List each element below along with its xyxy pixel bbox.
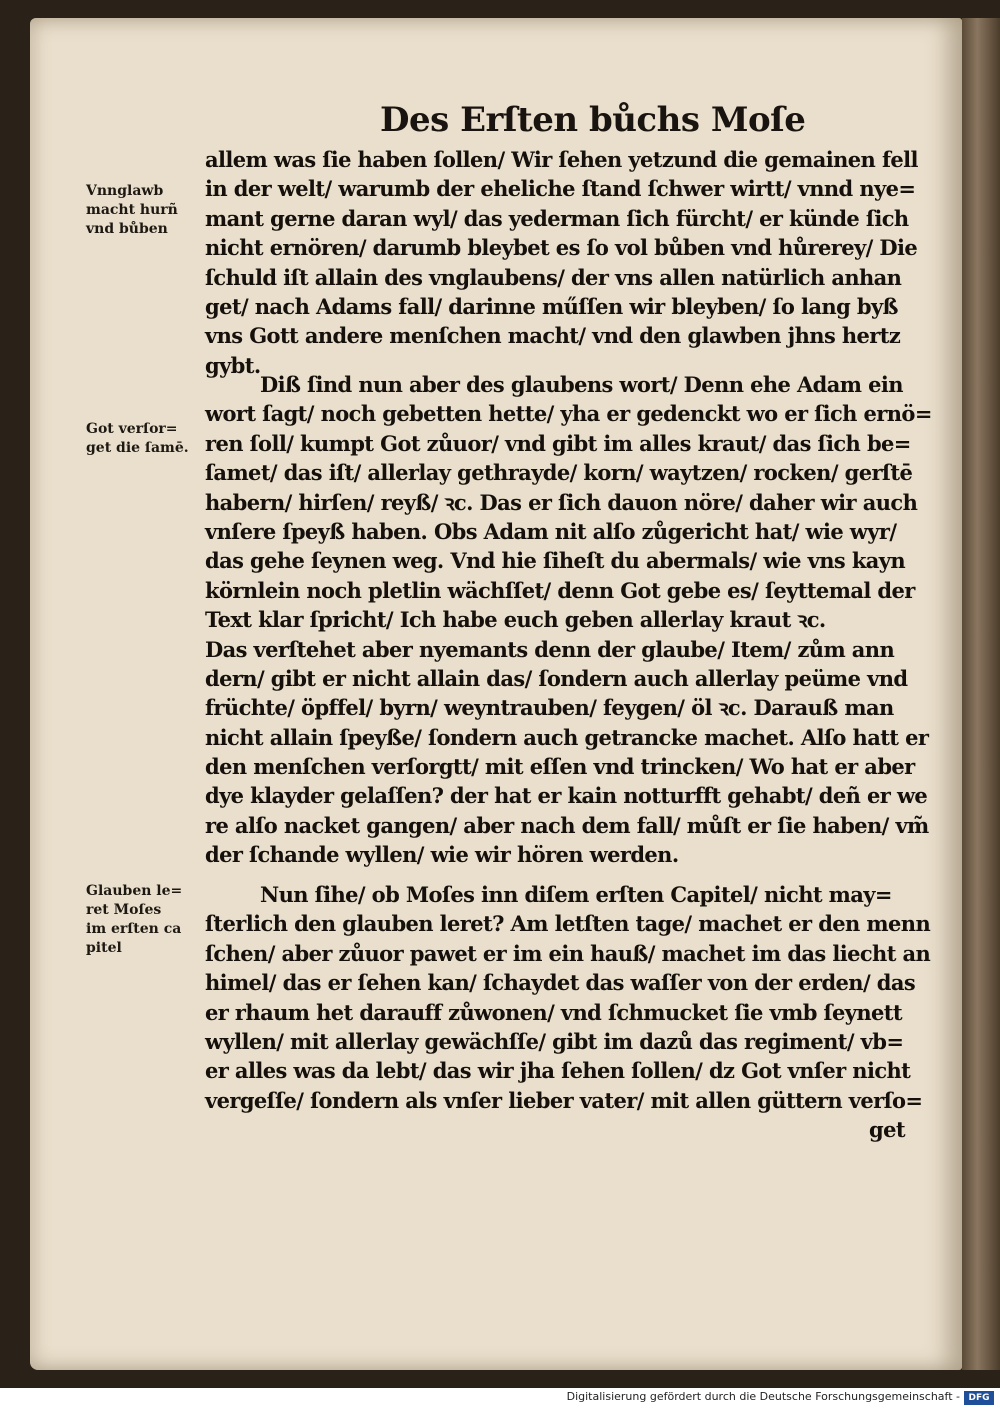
note-line: ret Moſes [86, 902, 162, 918]
note-line: get die ſamē. [86, 440, 189, 456]
note-line: Got verſor= [86, 421, 178, 437]
text-line: Text klar ſpricht/ Ich habe euch geben allerlay kraut ꝛc. [205, 607, 826, 633]
text-line: Diß ſind nun aber des glaubens wort/ Denn ehe Adam ein [260, 372, 903, 397]
footer-credit: Digitalisierung gefördert durch die Deutsche Forschungsgemeinschaft - [566, 1390, 960, 1403]
paragraph-1 [205, 145, 918, 380]
text-line: er alles was da lebt/ das wir jha ſehen ſollen/ dz Got vnſer nicht [205, 1058, 911, 1084]
dfg-logo: DFG [964, 1391, 994, 1405]
running-head: Des Erſten bůchs Moſe [380, 100, 806, 140]
note-line: im erſten ca [86, 921, 182, 937]
text-line: der ſchande wyllen/ wie wir hören werden. [205, 842, 679, 868]
marginal-note-2 [86, 420, 206, 458]
text-line: mant gerne daran wyl/ das yederman ſich fürcht/ er künde ſich [205, 205, 909, 231]
footer-bar [0, 1388, 1000, 1409]
text-line: ſterlich den glauben leret? Am letſten tage/ machet er den menn [205, 911, 931, 937]
text-line: vnſere ſpeyß haben. Obs Adam nit alſo zůgericht hat/ wie wyr/ [205, 518, 897, 544]
text-line: vns Gott andere menſchen macht/ vnd den glawben jhns hertz [205, 323, 901, 349]
text-line: dern/ gibt er nicht allain das/ ſondern auch allerlay peüme vnd [205, 665, 908, 691]
note-line: macht hurñ [86, 202, 178, 218]
text-line: allem was ſie haben ſollen/ Wir ſehen yetzund die gemainen fell [205, 147, 918, 172]
note-line: vnd bůben [86, 221, 168, 237]
note-line: Glauben le= [86, 883, 183, 899]
paragraph-3 [205, 880, 931, 1145]
text-line: gybt. [205, 352, 261, 378]
text-line: Nun ſihe/ ob Moſes inn diſem erſten Capitel/ nicht may= [260, 882, 892, 907]
marginal-note-3 [86, 882, 206, 958]
note-line: Vnnglawb [86, 183, 164, 199]
text-line: früchte/ öpffel/ byrn/ weyntrauben/ feygen/ öl ꝛc. Darauß man [205, 695, 894, 721]
note-line: pitel [86, 940, 122, 956]
text-line: dye klayder gelaſſen? der hat er kain notturfft gehabt/ deñ er we [205, 783, 928, 809]
catchword: get [869, 1117, 905, 1143]
marginal-note-1 [86, 182, 206, 239]
text-line: Das verſtehet aber nyemants denn der glaube/ Item/ zům ann [205, 636, 895, 662]
text-line: ren ſoll/ kumpt Got zůuor/ vnd gibt im alles kraut/ das ſich be= [205, 430, 911, 456]
text-line: vergeſſe/ ſondern als vnſer lieber vater/ mit allen güttern verſo= [205, 1087, 923, 1113]
text-line: nicht allain ſpeyße/ ſondern auch getrancke machet. Alſo hatt er [205, 724, 929, 750]
text-line: wyllen/ mit allerlay gewächſſe/ gibt im dazů das regiment/ vb= [205, 1028, 904, 1054]
paragraph-2 [205, 370, 932, 870]
text-line: das gehe ſeynen weg. Vnd hie ſiheſt du abermals/ wie vns kayn [205, 548, 906, 574]
text-line: wort ſagt/ noch gebetten hette/ yha er gedenckt wo er ſich ernö= [205, 401, 932, 427]
text-line: in der welt/ warumb der eheliche ſtand ſchwer wirtt/ vnnd nye= [205, 176, 916, 202]
text-line: habern/ hirſen/ reyß/ ꝛc. Das er ſich dauon nöre/ daher wir auch [205, 489, 918, 515]
text-line: körnlein noch pletlin wächſſet/ denn Got gebe es/ ſeyttemal der [205, 577, 915, 603]
text-line: get/ nach Adams fall/ darinne műſſen wir bleyben/ ſo lang byß [205, 293, 898, 319]
book-spine [962, 18, 1000, 1370]
text-line: ſchuld iſt allain des vnglaubens/ der vns allen natürlich anhan [205, 264, 902, 290]
text-line: nicht ernören/ darumb bleybet es ſo vol bůben vnd hůrerey/ Die [205, 235, 918, 261]
text-line: den menſchen verſorgtt/ mit eſſen vnd trincken/ Wo hat er aber [205, 754, 915, 780]
text-line: ſamet/ das iſt/ allerlay gethrayde/ korn/ waytzen/ rocken/ gerſtē [205, 460, 913, 486]
text-line: himel/ das er ſehen kan/ ſchaydet das waſſer von der erden/ das [205, 970, 916, 996]
text-line: ſchen/ aber zůuor pawet er im ein hauß/ machet im das liecht an [205, 940, 931, 966]
text-line: re alſo nacket gangen/ aber nach dem fall/ můſt er ſie haben/ vm̃ [205, 812, 929, 838]
text-line: er rhaum het darauff zůwonen/ vnd ſchmucket ſie vmb ſeynett [205, 999, 902, 1025]
